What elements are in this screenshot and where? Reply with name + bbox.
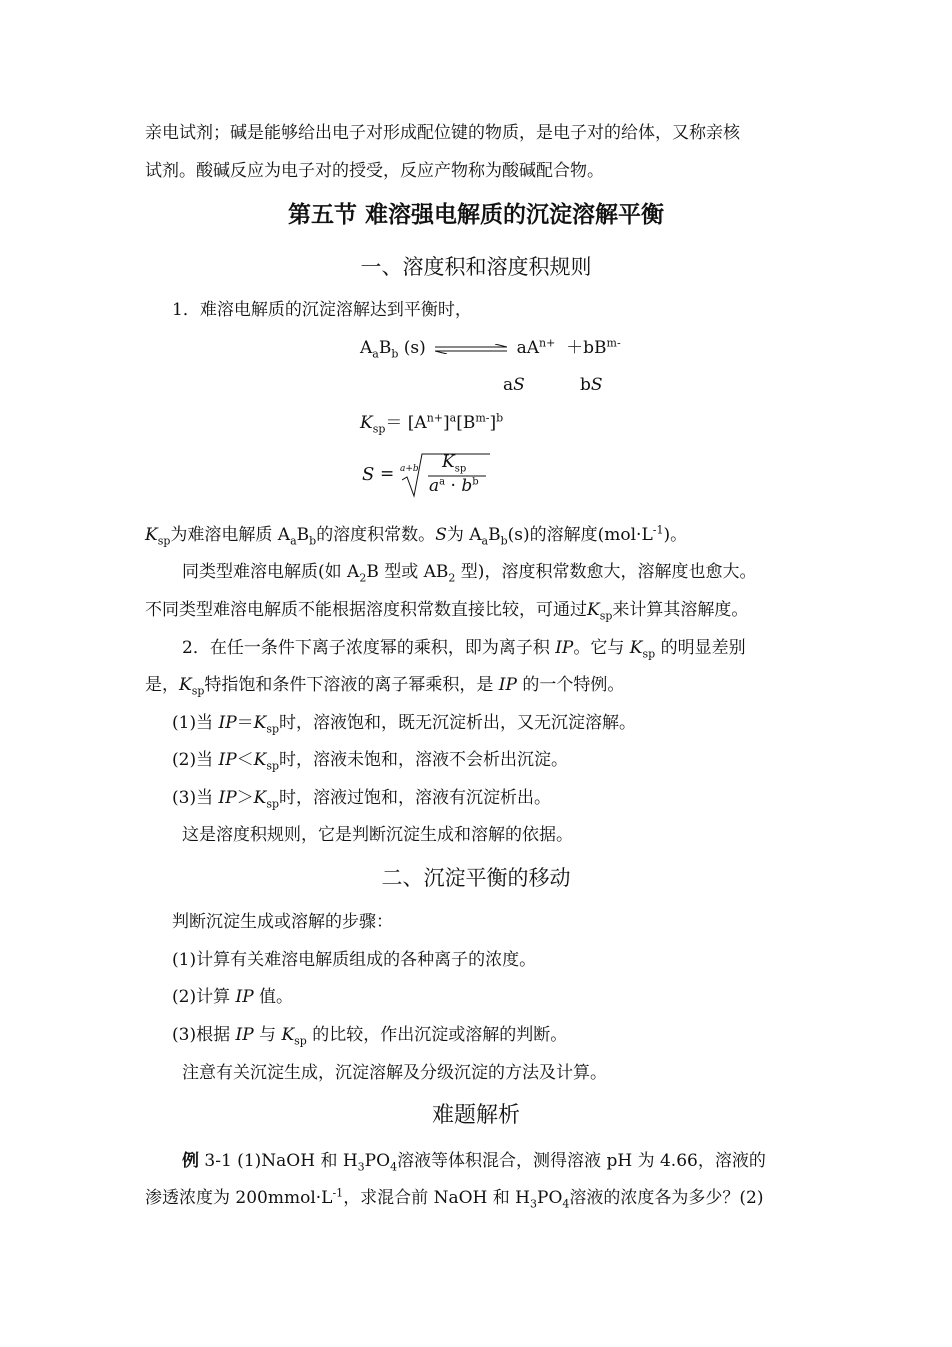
ksp-expression: $K_{sp}= [A^{n+}]^a[B^{m-}]^b$ — [360, 411, 504, 436]
paragraph-line: 1．难溶电解质的沉淀溶解达到平衡时， — [172, 300, 472, 320]
list-item: (3)根据 IP 与 $K_{sp}$ 的比较，作出沉淀或溶解的判断。 — [172, 1025, 568, 1048]
list-item: (1)计算有关难溶电解质组成的各种离子的浓度。 — [172, 950, 537, 970]
paragraph-line: 亲电试剂；碱是能够给出电子对形成配位键的物质，是电子对的给体，又称亲核 — [145, 123, 740, 143]
paragraph-line: $K_{sp}$为难溶电解质 $A_aB_b$的溶度积常数。S为 $A_aB_b(s)$的溶解度$(mol\cdot L^{-1})$。 — [145, 523, 688, 548]
paragraph-line: 判断沉淀生成或溶解的步骤： — [172, 912, 393, 932]
list-item: (2)当 $IP<K_{sp}$时，溶液未饱和，溶液不会析出沉淀。 — [172, 750, 569, 773]
subsection-title: 一、溶度积和溶度积规则 — [360, 255, 592, 279]
subsection-title: 二、沉淀平衡的移动 — [381, 866, 571, 890]
paragraph-line: 注意有关沉淀生成，沉淀溶解及分级沉淀的方法及计算。 — [182, 1063, 607, 1083]
concentration-bs: bS — [580, 375, 603, 395]
list-item: (1)当 $IP=K_{sp}$时，溶液饱和，既无沉淀析出，又无沉淀溶解。 — [172, 713, 637, 736]
subsection-title: 难题解析 — [431, 1103, 520, 1128]
list-item: (3)当 $IP>K_{sp}$时，溶液过饱和，溶液有沉淀析出。 — [172, 788, 552, 811]
paragraph-line: 2．在任一条件下离子浓度幂的乘积，即为离子积 IP。它与 $K_{sp}$ 的明显差别 — [182, 638, 746, 661]
paragraph-line: 不同类型难溶电解质不能根据溶度积常数直接比较，可通过$K_{sp}$来计算其溶解度。 — [145, 600, 749, 623]
equilibrium-arrow-icon — [435, 344, 507, 354]
paragraph-line: 是，$K_{sp}$特指饱和条件下溶液的离子幂乘积，是 IP 的一个特例。 — [145, 675, 625, 698]
solubility-formula: S = a+b $K_{sp}$ $a^a \cdot b^b$ — [362, 448, 502, 500]
paragraph-line: 这是溶度积规则，它是判断沉淀生成和溶解的依据。 — [182, 825, 573, 845]
list-item: (2)计算 IP 值。 — [172, 987, 294, 1007]
paragraph-line: 同类型难溶电解质(如 $A_2B$ 型或 $AB_2$ 型)，溶度积常数愈大，溶解度也愈大。 — [182, 562, 757, 585]
equilibrium-equation: $A_aB_b$ (s) $aA^{n+} +bB^{m-}$ — [360, 336, 621, 361]
section-title: 第五节 难溶强电解质的沉淀溶解平衡 — [287, 202, 664, 228]
concentration-as: aS — [503, 375, 525, 395]
example-line: 例 3-1 (1)NaOH 和 $H_3PO_4$溶液等体积混合，测得溶液 pH 为 4.66，溶液的 — [182, 1151, 766, 1174]
example-line: 渗透浓度为 $200mmol\cdot L^{-1}$，求混合前 NaOH 和 $H_3PO_4$溶液的浓度各为多少？(2) — [145, 1186, 764, 1211]
paragraph-line: 试剂。酸碱反应为电子对的授受，反应产物称为酸碱配合物。 — [145, 161, 604, 181]
